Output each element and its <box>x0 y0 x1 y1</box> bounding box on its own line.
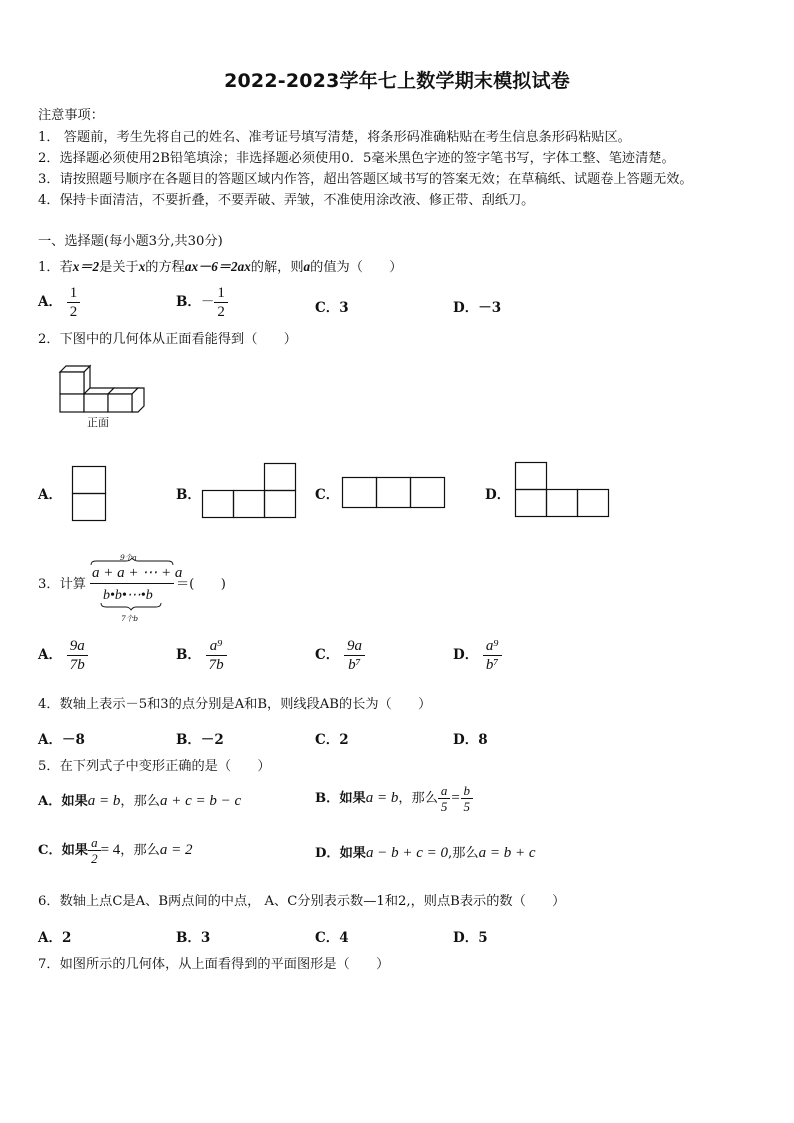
numerator: b <box>461 783 474 799</box>
q2-option-a-label: A． <box>38 487 62 503</box>
denominator: 2 <box>69 304 78 320</box>
q5-option-a <box>38 793 241 810</box>
numerator: 1 <box>214 284 228 303</box>
q1-mid3: 的解，则 <box>250 260 304 275</box>
notes-heading: 注意事项： <box>38 108 104 123</box>
connector: ，那么 <box>120 843 160 858</box>
condition: a = b <box>87 793 121 809</box>
q2-option-c-figure <box>342 477 448 509</box>
denominator: 5 <box>440 799 448 814</box>
question-5: 5．在下列式子中变形正确的是（ ） <box>38 759 271 774</box>
q6-option-c: C．4 <box>315 930 349 946</box>
fraction <box>206 637 227 674</box>
q1-cond: x＝2 <box>72 259 100 274</box>
q1-mid2: 的方程 <box>145 260 185 275</box>
q1-option-d <box>453 296 501 316</box>
sign: － <box>200 294 215 310</box>
q1-option-b <box>176 284 228 321</box>
question-4: 4．数轴上表示－5和3的点分别是A和B，则线段AB的长为（ ） <box>38 697 432 712</box>
fraction <box>344 637 365 674</box>
q1-var2: a <box>303 259 311 274</box>
note-item-4: 4．保持卡面清洁，不要折叠，不要弄破、弄皱，不准使用涂改液、修正带、刮纸刀。 <box>38 193 535 208</box>
q4-option-a: A．－8 <box>38 732 85 748</box>
denominator: 2 <box>217 304 225 320</box>
q4-option-d: D．8 <box>453 732 488 748</box>
q3-option-d <box>453 637 502 674</box>
numerator: a <box>88 835 101 851</box>
q6-option-d: D．5 <box>453 930 488 946</box>
denominator: 5 <box>463 799 471 814</box>
fraction <box>461 783 474 814</box>
condition: a − b + c = 0 <box>366 845 449 861</box>
denominator: 2 <box>91 851 98 866</box>
result: a = b + c <box>478 845 536 861</box>
q6-option-a: A．2 <box>38 930 72 946</box>
note-item-3: 3．请按照题号顺序在各题目的答题区域内作答，超出答题区域书写的答案无效；在草稿纸、试题卷上答题无效。 <box>38 172 693 187</box>
fraction-bar <box>90 583 174 584</box>
page-title: 2022-2023学年七上数学期末模拟试卷 <box>224 70 570 92</box>
option-label: D．如果 <box>315 846 366 861</box>
q3-denominator: b•b•⋯•b <box>103 588 153 603</box>
q3-option-b <box>176 637 227 674</box>
q2-option-d-figure <box>515 462 611 520</box>
connector: ，那么 <box>398 791 438 806</box>
q5-option-d <box>315 845 536 862</box>
option-label: C．如果 <box>38 843 89 858</box>
q2-option-d-label: D． <box>485 487 511 503</box>
q3-option-a <box>38 637 88 674</box>
condition: = 4 <box>100 842 121 858</box>
option-label: D． <box>453 300 479 316</box>
denominator: b⁷ <box>485 657 499 673</box>
note-item-2: 2．选择题必须使用2B铅笔填涂；非选择题必须使用0．5毫米黑色字迹的签字笔书写，字体工整、笔迹清楚。 <box>38 151 675 166</box>
q1-suffix: 的值为（ ） <box>310 260 403 275</box>
q5-option-b <box>315 783 473 814</box>
q1-mid1: 是关于 <box>99 260 139 275</box>
fraction <box>483 637 502 674</box>
q3-option-c <box>315 637 365 674</box>
connector: ,那么 <box>448 846 479 861</box>
denominator: 7b <box>69 657 85 673</box>
option-label: D． <box>453 647 479 663</box>
question-7: 7．如图所示的几何体，从上面看得到的平面图形是（ ） <box>38 957 390 972</box>
option-label: C． <box>315 647 340 663</box>
fraction <box>67 637 88 674</box>
option-label: A．如果 <box>38 794 88 809</box>
q3-top-brace-label: 9个a <box>120 553 137 562</box>
option-label: B．如果 <box>315 791 366 806</box>
equals: = <box>450 790 461 806</box>
numerator: a <box>438 783 451 799</box>
q2-option-a-figure <box>72 466 108 522</box>
numerator: 1 <box>67 284 81 303</box>
question-6: 6．数轴上点C是A、B两点间的中点， A、C分别表示数—1和2,，则点B表示的数（ ） <box>38 894 566 909</box>
numerator: a⁹ <box>206 637 227 656</box>
numerator: 9a <box>67 637 88 656</box>
option-label: B． <box>176 647 201 663</box>
option-text: －3 <box>478 300 502 316</box>
q2-option-b-figure <box>202 463 298 521</box>
question-2: 2．下图中的几何体从正面看能得到（ ） <box>38 332 297 347</box>
q3-numerator: a + a + ⋯ + a <box>92 565 183 581</box>
question-1 <box>38 259 402 276</box>
q1-option-c <box>315 296 349 316</box>
fraction <box>438 783 451 814</box>
q2-option-b-label: B． <box>176 487 201 503</box>
numerator: a⁹ <box>483 637 502 656</box>
denominator: 7b <box>208 657 224 673</box>
fraction <box>67 284 81 321</box>
q6-option-b: B．3 <box>176 930 211 946</box>
q1-eq: ax－6＝2ax <box>184 259 251 274</box>
q4-option-c: C．2 <box>315 732 349 748</box>
connector: ，那么 <box>120 794 160 809</box>
q4-option-b: B．－2 <box>176 732 224 748</box>
option-label: B． <box>176 294 201 310</box>
q1-var: x <box>138 259 146 274</box>
option-text: 3 <box>339 300 349 316</box>
fraction <box>88 835 101 866</box>
denominator: b⁷ <box>348 657 361 673</box>
result: a = 2 <box>159 842 193 858</box>
note-item-1: 1． 答题前，考生先将自己的姓名、准考证号填写清楚，将条形码准确粘贴在考生信息条形码粘贴区。 <box>38 130 631 145</box>
q3-bottom-brace-label: 7个b <box>121 614 139 623</box>
condition: a = b <box>365 790 399 806</box>
section-heading: 一、选择题(每小题3分,共30分) <box>38 234 223 249</box>
bottom-brace-icon <box>100 603 162 611</box>
figure-caption: 正面 <box>87 416 109 429</box>
q1-option-a <box>38 284 80 321</box>
solid-figure <box>58 362 150 414</box>
q3-prefix: 3．计算 <box>38 577 86 592</box>
numerator: 9a <box>344 637 365 656</box>
q5-option-c <box>38 835 192 866</box>
option-label: C． <box>315 300 340 316</box>
result: a + c = b − c <box>159 793 242 809</box>
option-label: A． <box>38 647 62 663</box>
fraction <box>214 284 228 321</box>
q3-suffix: ＝( ) <box>176 577 226 592</box>
q2-option-c-label: C． <box>315 487 340 503</box>
q1-prefix: 1．若 <box>38 260 73 275</box>
option-label: A． <box>38 294 62 310</box>
